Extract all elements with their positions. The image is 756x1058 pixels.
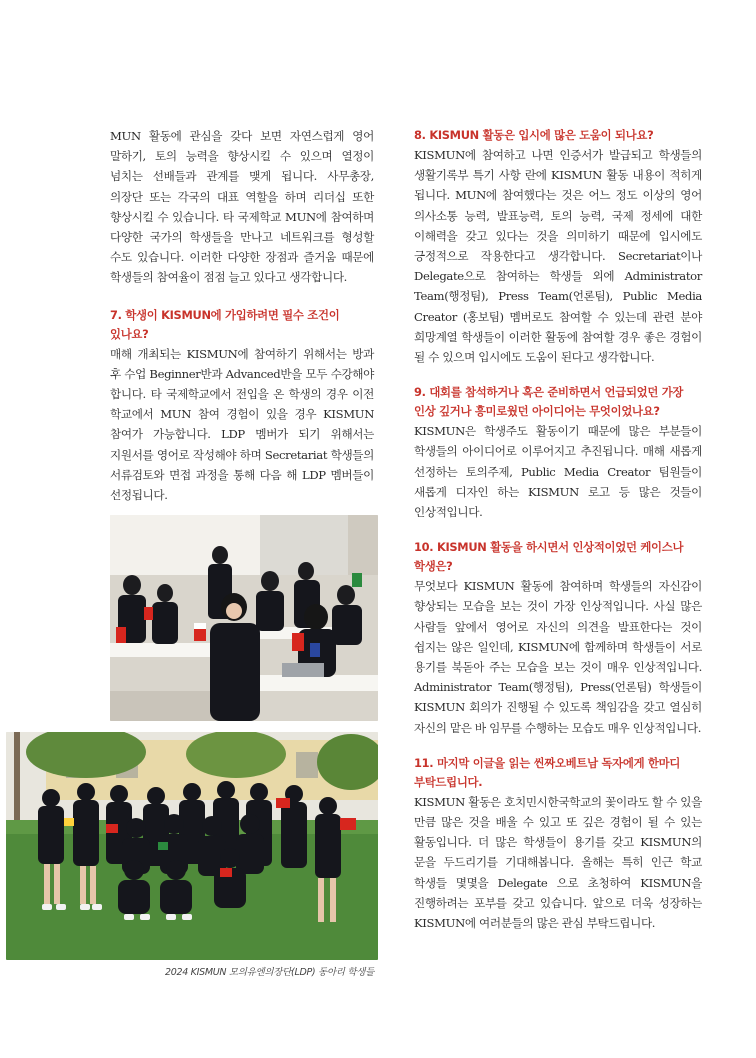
left-column (110, 126, 374, 505)
question-11-title: 11. 마지막 이글을 읽는 씬짜오베트남 독자에게 한마디 부탁드립니다. (414, 755, 681, 789)
question-11-answer: KISMUN 활동은 호치민시한국학교의 꽃이라도 할 수 있을 만큼 많은 것을 배울 수 있고 또 깊은 경험이 될 수 있는 활동입니다. 더 많은 학생들이 용기를 갖고 KISMUN의 문을 두드리기를 기대해봅니다. 올해는 특히 인근 학교 학생들 몇몇을 Delegate 으로 초청하여 KISMUN을 진행하려는 포부를 갖고 있습니다. 앞으로 더욱 성장하는 KISMUN에 여러분들의 많은 관심 부탁드립니다. (414, 794, 702, 931)
question-8-answer: KISMUN에 참여하고 나면 인증서가 발급되고 학생들의 생활기록부 특기 사항 란에 KISMUN 활동 내용이 적히게 됩니다. MUN에 참여했다는 것은 어느 정도 이상의 영어 의사소통 능력, 발표능력, 토의 능력, 국제 정세에 대한 이해력을 갖고 있다는 것을 의미하기 때문에 입시에도 긍정적으로 작용한다고 생각합니다. Secretariat이나 Delegate으로 참여하는 학생들 외에 Administrator Team(행정팀), Press Team(언론팀), Public Media Creator (홍보팀) 멤버로도 참여할 수 있는데 관련 분야 희망계열 학생들이 이러한 활동에 참여할 경우 좋은 경험이 될 수 있으며 입시에도 도움이 된다고 생각합니다. (414, 148, 702, 365)
classroom-photo (110, 515, 378, 721)
question-7-title: 7. 학생이 KISMUN에 가입하려면 필수 조건이 있나요? (110, 307, 340, 341)
intro-paragraph: MUN 활동에 관심을 갖다 보면 자연스럽게 영어 말하기, 토의 능력을 향상시킬 수 있으며 열정이 넘치는 선배들과 관계를 맺게 됩니다. 사무총장, 의장단 또는 각국의 대표 역할을 하며 리더십 또한 향상시킬 수 있습니다. 타 국제학교 MUN에 참여하며 다양한 국가의 학생들을 만나고 네트워크를 형성할 수도 있습니다. 이러한 다양한 장점과 즐거움 때문에 학생들의 참여율이 점점 늘고 있다고 생각합니다. (110, 129, 374, 285)
photo-caption: 2024 KISMUN 모의유엔의장단(LDP) 동아리 학생들 (164, 967, 374, 978)
question-10-answer: 무엇보다 KISMUN 활동에 참여하며 학생들의 자신감이 향상되는 모습을 보는 것이 가장 인상적입니다. 사실 많은 사람들 앞에서 영어로 자신의 의견을 발표한다는 것이 쉽지는 않은 일인데, KISMUN에 함께하며 학생들이 서로 용기를 북돋아 주는 모습을 보는 것이 매우 인상적입니다. Administrator Team(행정팀), Press(언론팀) 학생들이 KISMUN 회의가 진행될 수 있도록 책임감을 갖고 열심히 자신의 맡은 바 임무를 수행하는 모습도 매우 인상적입니다. (414, 579, 702, 735)
right-column (414, 126, 702, 933)
question-8-title: 8. KISMUN 활동은 입시에 많은 도움이 되나요? (414, 128, 654, 142)
group-photo (6, 732, 378, 960)
question-10-title: 10. KISMUN 활동을 하시면서 인상적이었던 케이스나 학생은? (414, 540, 684, 574)
question-9-answer: KISMUN은 학생주도 활동이기 때문에 많은 부분들이 학생들의 아이디어로 이루어지고 추진됩니다. 매해 새롭게 선정하는 토의주제, Public Media Creator 팀원들이 새롭게 디자인 하는 KISMUN 로고 등 많은 것들이 인상적입니다. (414, 424, 702, 520)
question-7-answer: 매해 개최되는 KISMUN에 참여하기 위해서는 방과 후 수업 Beginner반과 Advanced반을 모두 수강해야 합니다. 타 국제학교에서 전입을 온 학생의 경우 이전 학교에서 MUN 참여 경험이 있을 경우 KISMUN 참여가 가능합니다. LDP 멤버가 되기 위해서는 지원서를 영어로 작성해야 하며 Secretariat 학생들의 서류검토와 면접 과정을 통해 다음 해 LDP 멤버들이 선정됩니다. (110, 346, 374, 503)
question-9-title: 9. 대회를 참석하거나 혹은 준비하면서 언급되었던 가장 인상 깊거나 흥미로웠던 아이디어는 무엇이었나요? (414, 385, 684, 419)
